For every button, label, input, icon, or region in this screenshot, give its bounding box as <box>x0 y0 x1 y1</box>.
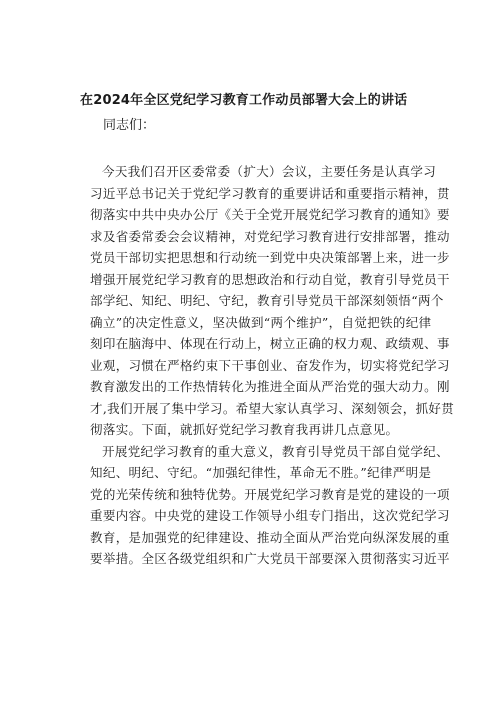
paragraph-1-line: 刻印在脑海中、体现在行动上，树立正确的权力观、政绩观、事 <box>90 336 450 351</box>
paragraph-2-line: 开展党纪学习教育的重大意义，教育引导党员干部自觉学纪、 <box>102 443 449 459</box>
paragraph-2-line: 重要内容。中央党的建设工作领导小组专门指出，这次党纪学习 <box>90 508 450 523</box>
paragraph-1-line: 教育激发出的工作热情转化为推进全面从严治党的强大动力。刚 <box>90 379 450 394</box>
paragraph-2-line: 党的光荣传统和独特优势。开展党纪学习教育是党的建设的一项 <box>90 486 450 502</box>
paragraph-1-line: 业观，习惯在严格约束下干事创业、奋发作为，切实将党纪学习 <box>90 357 450 373</box>
salutation: 同志们： <box>103 118 156 133</box>
paragraph-2-line: 教育，是加强党的纪律建设、推动全面从严治党向纵深发展的重 <box>90 529 450 545</box>
paragraph-1-line: 习近平总书记关于党纪学习教育的重要讲话和重要指示精神，贯 <box>90 185 450 201</box>
document-title: 在2024年全区党纪学习教育工作动员部署大会上的讲话 <box>80 93 408 108</box>
paragraph-1-line: 彻落实。下面，就抓好党纪学习教育我再讲几点意见。 <box>90 422 399 437</box>
paragraph-1-line: 求及省委常委会会议精神，对党纪学习教育进行安排部署，推动 <box>90 228 450 244</box>
paragraph-1-line: 部学纪、知纪、明纪、守纪，教育引导党员干部深刻领悟“两个 <box>90 293 444 308</box>
paragraph-1-line: 增强开展党纪学习教育的思想政治和行动自觉，教育引导党员干 <box>90 271 450 287</box>
paragraph-2-line: 知纪、明纪、守纪。“加强纪律性，革命无不胜。”纪律严明是 <box>90 465 432 480</box>
paragraph-1-line: 今天我们召开区委常委（扩大）会议，主要任务是认真学习 <box>102 164 437 179</box>
paragraph-1-line: 党员干部切实把思想和行动统一到党中央决策部署上来，进一步 <box>90 250 450 265</box>
document-body <box>90 161 455 570</box>
paragraph-1-line: 才,我们开展了集中学习。希望大家认真学习、深刻领会，抓好贯 <box>90 400 455 416</box>
paragraph-1-line: 彻落实中共中央办公厅《关于全党开展党纪学习教育的通知》要 <box>90 207 450 222</box>
paragraph-1-line: 确立”的决定性意义，坚决做到“两个维护”，自觉把铁的纪律 <box>90 314 432 330</box>
paragraph-2-line: 要举措。全区各级党组织和广大党员干部要深入贯彻落实习近平 <box>90 551 450 566</box>
